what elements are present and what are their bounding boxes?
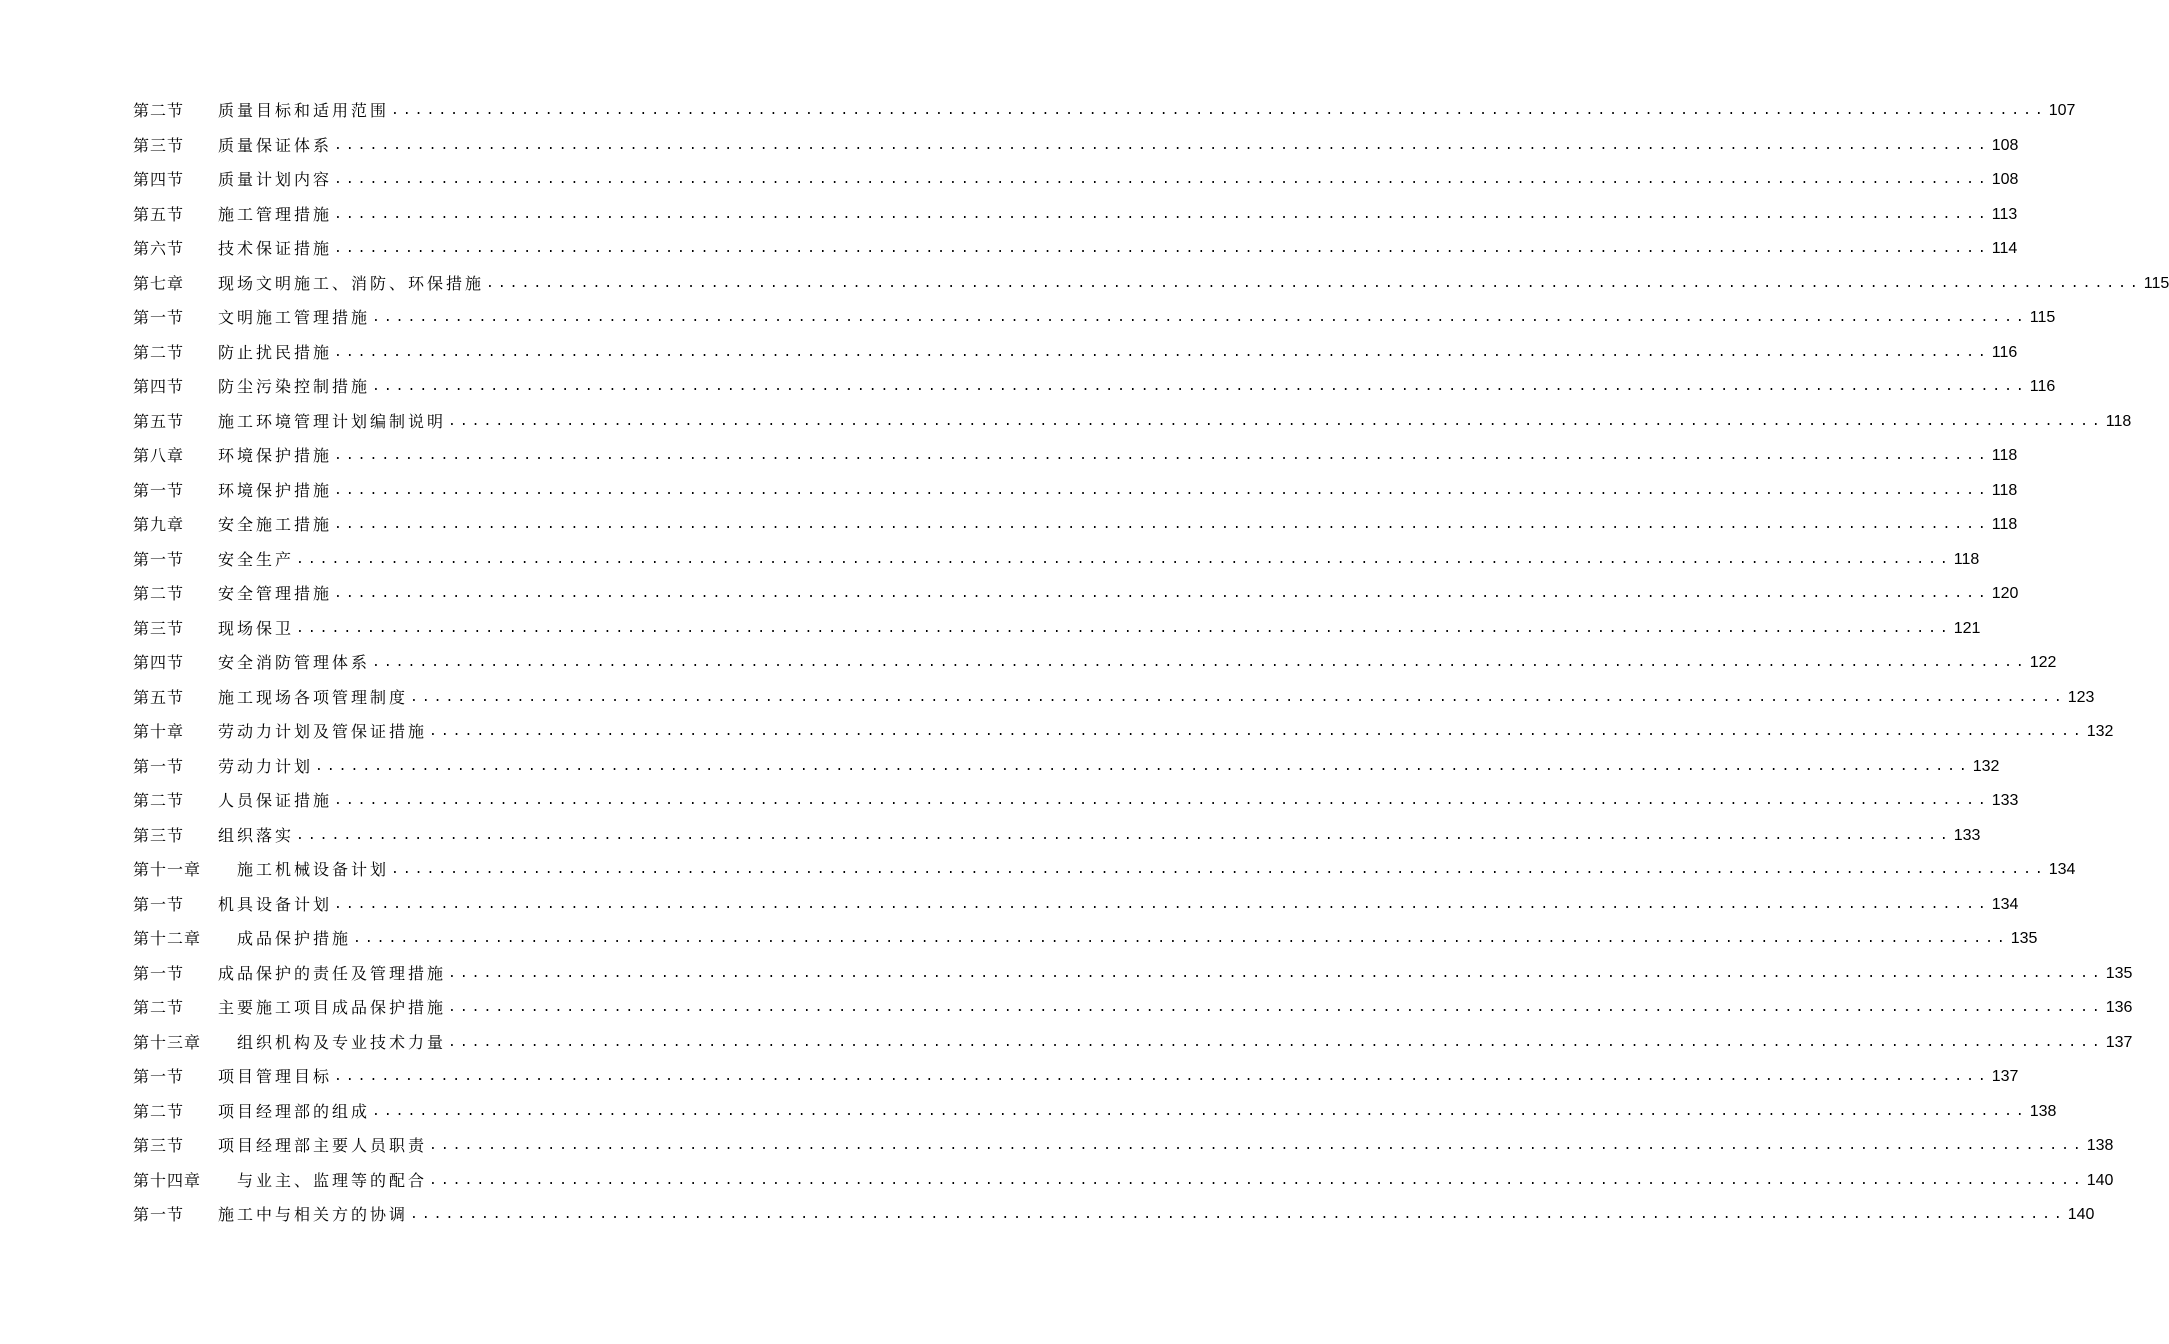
toc-entry-label: 第三节	[133, 825, 185, 845]
toc-dot-leader: ............................................................................................................................................	[334, 793, 1990, 808]
toc-section-entry[interactable]	[133, 962, 2133, 986]
toc-page-number: 116	[2029, 378, 2056, 395]
toc-dot-leader: ............................................................................................................................................	[372, 1103, 2028, 1119]
toc-entry-label: 第三节	[133, 135, 185, 155]
toc-section-entry[interactable]	[133, 1134, 2114, 1158]
toc-entry-title: 文明施工管理措施	[218, 308, 371, 327]
toc-entry-label: 第九章	[133, 515, 185, 534]
toc-page-number: 118	[1991, 516, 2018, 533]
toc-entry-title: 安全消防管理体系	[218, 653, 371, 672]
toc-dot-leader: ............................................................................................................................................	[334, 1069, 1990, 1084]
toc-section-entry[interactable]	[133, 893, 2019, 917]
toc-entry-label: 第一节	[133, 480, 185, 500]
toc-entry-title: 质量计划内容	[218, 170, 333, 189]
toc-section-entry[interactable]	[133, 306, 2056, 330]
toc-page-number: 108	[1991, 136, 2019, 154]
toc-entry-title: 劳动力计划	[218, 756, 314, 776]
toc-section-entry[interactable]	[133, 824, 1981, 848]
toc-page-number: 134	[2048, 861, 2076, 878]
toc-section-entry[interactable]	[133, 237, 2018, 261]
toc-entry-title: 项目经理部的组成	[218, 1101, 371, 1121]
toc-entry-title: 项目经理部主要人员职责	[218, 1136, 428, 1155]
toc-page-number: 140	[2067, 1206, 2095, 1223]
toc-entry-label: 第一节	[133, 308, 185, 327]
toc-entry-label: 第一节	[133, 1067, 185, 1086]
toc-page-number: 121	[1953, 619, 1981, 637]
toc-page-number: 115	[2029, 309, 2056, 326]
toc-dot-leader: ............................................................................................................................................	[429, 724, 2085, 739]
toc-section-entry[interactable]	[133, 582, 2019, 606]
toc-entry-title: 主要施工项目成品保护措施	[218, 998, 447, 1017]
toc-page-number: 136	[2105, 999, 2133, 1016]
toc-dot-leader: ............................................................................................................................................	[429, 1172, 2085, 1188]
toc-entry-title: 施工管理措施	[218, 204, 333, 224]
toc-entry-title: 环境保护措施	[218, 446, 333, 465]
toc-entry-label: 第六节	[133, 239, 185, 258]
toc-page-number: 120	[1991, 585, 2019, 602]
toc-dot-leader: ............................................................................................................................................	[410, 1207, 2066, 1222]
toc-entry-title: 劳动力计划及管保证措施	[218, 722, 428, 741]
toc-page-number: 138	[2029, 1102, 2057, 1120]
toc-page-number: 116	[1991, 343, 2018, 361]
toc-entry-title: 安全管理措施	[218, 584, 333, 603]
toc-dot-leader: ............................................................................................................................................	[410, 689, 2066, 705]
toc-dot-leader: ............................................................................................................................................	[391, 862, 2047, 877]
toc-dot-leader: ............................................................................................................................................	[334, 896, 1990, 912]
toc-entry-label: 第一节	[133, 549, 185, 569]
toc-dot-leader: ............................................................................................................................................	[486, 275, 2142, 291]
toc-page-number: 134	[1991, 895, 2019, 913]
toc-section-entry[interactable]	[133, 341, 2018, 365]
toc-section-entry[interactable]	[133, 996, 2133, 1020]
toc-chapter-entry[interactable]	[133, 1169, 2114, 1193]
toc-entry-title: 项目管理目标	[218, 1067, 333, 1086]
toc-entry-label: 第一节	[133, 963, 185, 983]
toc-entry-label: 第二节	[133, 584, 185, 603]
toc-entry-label: 第五节	[133, 687, 185, 707]
toc-entry-label: 第三节	[133, 618, 185, 638]
toc-entry-title: 安全生产	[218, 549, 295, 569]
toc-entry-title: 环境保护措施	[218, 480, 333, 500]
toc-page-number: 122	[2029, 654, 2057, 671]
toc-page-number: 135	[2010, 930, 2038, 947]
toc-page-number: 140	[2086, 1171, 2114, 1189]
toc-dot-leader: ............................................................................................................................................	[372, 655, 2028, 670]
toc-dot-leader: ............................................................................................................................................	[448, 1034, 2104, 1050]
toc-entry-label: 第八章	[133, 446, 185, 465]
toc-entry-label: 第十二章	[133, 929, 202, 948]
toc-entry-title: 施工机械设备计划	[237, 860, 390, 879]
toc-entry-title: 施工现场各项管理制度	[218, 687, 409, 707]
toc-entry-title: 质量目标和适用范围	[218, 101, 390, 120]
toc-section-entry[interactable]	[133, 1203, 2095, 1227]
toc-page-number: 137	[1991, 1068, 2019, 1085]
toc-chapter-entry[interactable]	[133, 720, 2114, 744]
toc-dot-leader: ............................................................................................................................................	[334, 137, 1990, 153]
toc-entry-title: 防止扰民措施	[218, 342, 333, 362]
toc-page-number: 107	[2048, 102, 2076, 119]
toc-page-number: 118	[1953, 550, 1980, 568]
toc-page-number: 123	[2067, 688, 2095, 706]
toc-chapter-entry[interactable]	[133, 858, 2076, 882]
toc-dot-leader: ............................................................................................................................................	[334, 517, 1990, 532]
toc-page-number: 118	[1991, 447, 2018, 464]
toc-dot-leader: ............................................................................................................................................	[296, 551, 1952, 567]
toc-section-entry[interactable]	[133, 168, 2019, 192]
toc-page-number: 113	[1991, 205, 2018, 223]
toc-section-entry[interactable]	[133, 375, 2056, 399]
toc-entry-label: 第五节	[133, 411, 185, 431]
toc-page-number: 114	[1991, 240, 2018, 257]
toc-entry-title: 机具设备计划	[218, 894, 333, 914]
toc-section-entry[interactable]	[133, 1065, 2019, 1089]
toc-entry-label: 第二节	[133, 1101, 185, 1121]
toc-dot-leader: ............................................................................................................................................	[448, 1000, 2104, 1015]
toc-section-entry[interactable]	[133, 548, 1980, 572]
toc-entry-label: 第十三章	[133, 1032, 202, 1052]
toc-entry-title: 成品保护的责任及管理措施	[218, 963, 447, 983]
toc-dot-leader: ............................................................................................................................................	[448, 965, 2104, 981]
toc-section-entry[interactable]	[133, 617, 1981, 641]
toc-entry-label: 第二节	[133, 791, 185, 810]
toc-dot-leader: ............................................................................................................................................	[334, 344, 1990, 360]
toc-dot-leader: ............................................................................................................................................	[315, 758, 1971, 774]
toc-chapter-entry[interactable]	[133, 272, 2169, 296]
toc-dot-leader: ............................................................................................................................................	[334, 241, 1990, 256]
toc-page-number: 132	[2086, 723, 2114, 740]
toc-section-entry[interactable]	[133, 755, 2000, 779]
toc-entry-label: 第十章	[133, 722, 185, 741]
toc-dot-leader: ............................................................................................................................................	[353, 931, 2009, 946]
toc-entry-label: 第二节	[133, 998, 185, 1017]
toc-page-number: 133	[1953, 826, 1981, 844]
toc-dot-leader: ............................................................................................................................................	[296, 620, 1952, 636]
toc-chapter-entry[interactable]	[133, 513, 2018, 537]
toc-page-number: 108	[1991, 171, 2019, 188]
toc-section-entry[interactable]	[133, 686, 2095, 710]
toc-page-number: 135	[2105, 964, 2133, 982]
toc-entry-title: 与业主、监理等的配合	[237, 1170, 428, 1190]
toc-entry-title: 人员保证措施	[218, 791, 333, 810]
toc-dot-leader: ............................................................................................................................................	[448, 413, 2104, 429]
toc-dot-leader: ............................................................................................................................................	[296, 827, 1952, 843]
toc-section-entry[interactable]	[133, 789, 2019, 813]
toc-entry-label: 第一节	[133, 756, 185, 776]
toc-chapter-entry[interactable]	[133, 927, 2038, 951]
toc-entry-label: 第二节	[133, 101, 185, 120]
toc-entry-title: 安全施工措施	[218, 515, 333, 534]
toc-section-entry[interactable]	[133, 203, 2018, 227]
toc-entry-title: 组织机构及专业技术力量	[237, 1032, 447, 1052]
toc-entry-label: 第二节	[133, 342, 185, 362]
toc-dot-leader: ............................................................................................................................................	[334, 448, 1990, 463]
toc-page-number: 138	[2086, 1137, 2114, 1154]
toc-entry-label: 第四节	[133, 653, 185, 672]
toc-entry-title: 现场保卫	[218, 618, 295, 638]
toc-entry-title: 成品保护措施	[237, 929, 352, 948]
toc-page-number: 118	[2105, 412, 2132, 430]
toc-dot-leader: ............................................................................................................................................	[334, 586, 1990, 601]
toc-entry-label: 第四节	[133, 170, 185, 189]
toc-dot-leader: ............................................................................................................................................	[334, 206, 1990, 222]
toc-entry-label: 第四节	[133, 377, 185, 396]
toc-dot-leader: ............................................................................................................................................	[372, 379, 2028, 394]
toc-entry-label: 第十四章	[133, 1170, 202, 1190]
toc-chapter-entry[interactable]	[133, 1031, 2133, 1055]
toc-entry-label: 第一节	[133, 1205, 185, 1224]
toc-section-entry[interactable]	[133, 99, 2076, 123]
toc-page-number: 115	[2143, 274, 2169, 292]
toc-entry-label: 第五节	[133, 204, 185, 224]
toc-page-number: 133	[1991, 792, 2019, 809]
toc-section-entry[interactable]	[133, 134, 2019, 158]
toc-entry-label: 第一节	[133, 894, 185, 914]
toc-entry-label: 第三节	[133, 1136, 185, 1155]
toc-entry-title: 施工中与相关方的协调	[218, 1205, 409, 1224]
toc-section-entry[interactable]	[133, 410, 2132, 434]
toc-entry-title: 现场文明施工、消防、环保措施	[218, 273, 485, 293]
toc-dot-leader: ............................................................................................................................................	[334, 482, 1990, 498]
toc-entry-title: 防尘污染控制措施	[218, 377, 371, 396]
toc-dot-leader: ............................................................................................................................................	[429, 1138, 2085, 1153]
toc-entry-title: 组织落实	[218, 825, 295, 845]
toc-chapter-entry[interactable]	[133, 444, 2018, 468]
toc-page-number: 132	[1972, 757, 2000, 775]
toc-entry-label: 第十一章	[133, 860, 202, 879]
toc-dot-leader: ............................................................................................................................................	[391, 103, 2047, 118]
toc-section-entry[interactable]	[133, 1100, 2057, 1124]
toc-entry-title: 施工环境管理计划编制说明	[218, 411, 447, 431]
toc-page-number: 137	[2105, 1033, 2133, 1051]
toc-dot-leader: ............................................................................................................................................	[334, 172, 1990, 187]
toc-section-entry[interactable]	[133, 651, 2057, 675]
toc-dot-leader: ............................................................................................................................................	[372, 310, 2028, 325]
toc-entry-label: 第七章	[133, 273, 185, 293]
toc-section-entry[interactable]	[133, 479, 2018, 503]
toc-page-number: 118	[1991, 481, 2018, 499]
toc-entry-title: 技术保证措施	[218, 239, 333, 258]
toc-entry-title: 质量保证体系	[218, 135, 333, 155]
